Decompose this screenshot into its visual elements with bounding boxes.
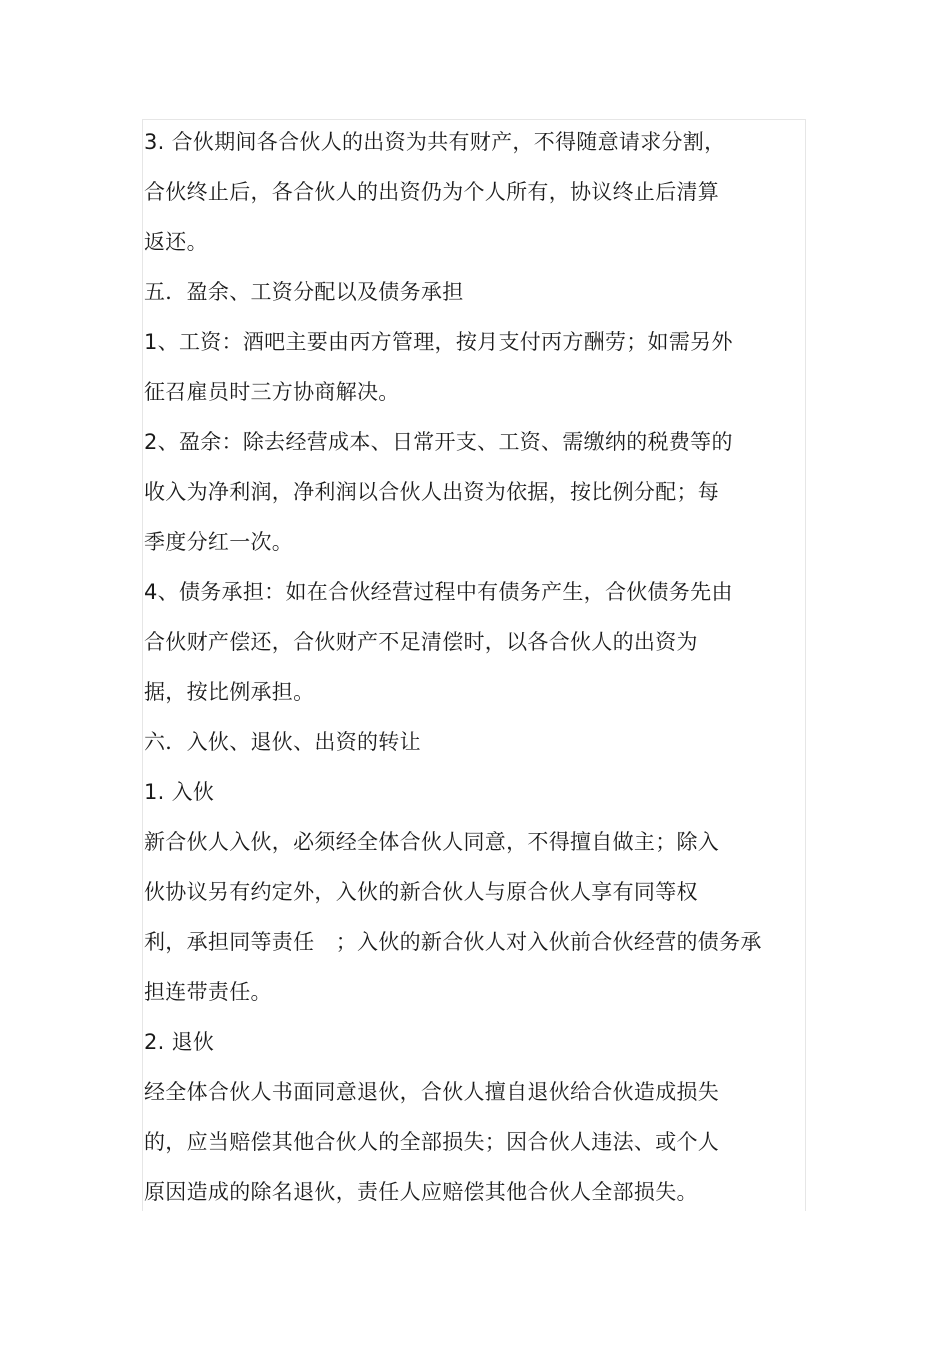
text-line: 据，按比例承担。 bbox=[144, 680, 315, 704]
text-line: 征召雇员时三方协商解决。 bbox=[144, 380, 400, 404]
text-line: 3. 合伙期间各合伙人的出资为共有财产，不得随意请求分割， bbox=[144, 130, 726, 154]
section-heading: 六．入伙、退伙、出资的转让 bbox=[144, 730, 421, 754]
text-line: 经全体合伙人书面同意退伙，合伙人擅自退伙给合伙造成损失 bbox=[144, 1080, 720, 1104]
text-line: 收入为净利润，净利润以合伙人出资为依据，按比例分配；每 bbox=[144, 480, 720, 504]
text-line: 返还。 bbox=[144, 230, 208, 254]
text-line: 原因造成的除名退伙，责任人应赔偿其他合伙人全部损失。 bbox=[144, 1180, 698, 1204]
text-line: 的，应当赔偿其他合伙人的全部损失；因合伙人违法、或个人 bbox=[144, 1130, 720, 1154]
text-line: 季度分红一次。 bbox=[144, 530, 294, 554]
text-line: 1、工资：酒吧主要由丙方管理，按月支付丙方酬劳；如需另外 bbox=[144, 330, 733, 354]
subsection-heading: 1. 入伙 bbox=[144, 780, 215, 804]
text-line: 4、债务承担：如在合伙经营过程中有债务产生，合伙债务先由 bbox=[144, 580, 733, 604]
text-line: 2、盈余：除去经营成本、日常开支、工资、需缴纳的税费等的 bbox=[144, 430, 733, 454]
text-line: 担连带责任。 bbox=[144, 980, 272, 1004]
section-heading: 五．盈余、工资分配以及债务承担 bbox=[144, 280, 464, 304]
text-line: 伙协议另有约定外，入伙的新合伙人与原合伙人享有同等权 bbox=[144, 880, 698, 904]
text-line: 合伙终止后，各合伙人的出资仍为个人所有，协议终止后清算 bbox=[144, 180, 720, 204]
text-line: 新合伙人入伙，必须经全体合伙人同意，不得擅自做主；除入 bbox=[144, 830, 720, 854]
text-line: 利，承担同等责任 ；入伙的新合伙人对入伙前合伙经营的债务承 bbox=[144, 930, 762, 954]
text-line: 合伙财产偿还，合伙财产不足清偿时，以各合伙人的出资为 bbox=[144, 630, 698, 654]
subsection-heading: 2. 退伙 bbox=[144, 1030, 215, 1054]
